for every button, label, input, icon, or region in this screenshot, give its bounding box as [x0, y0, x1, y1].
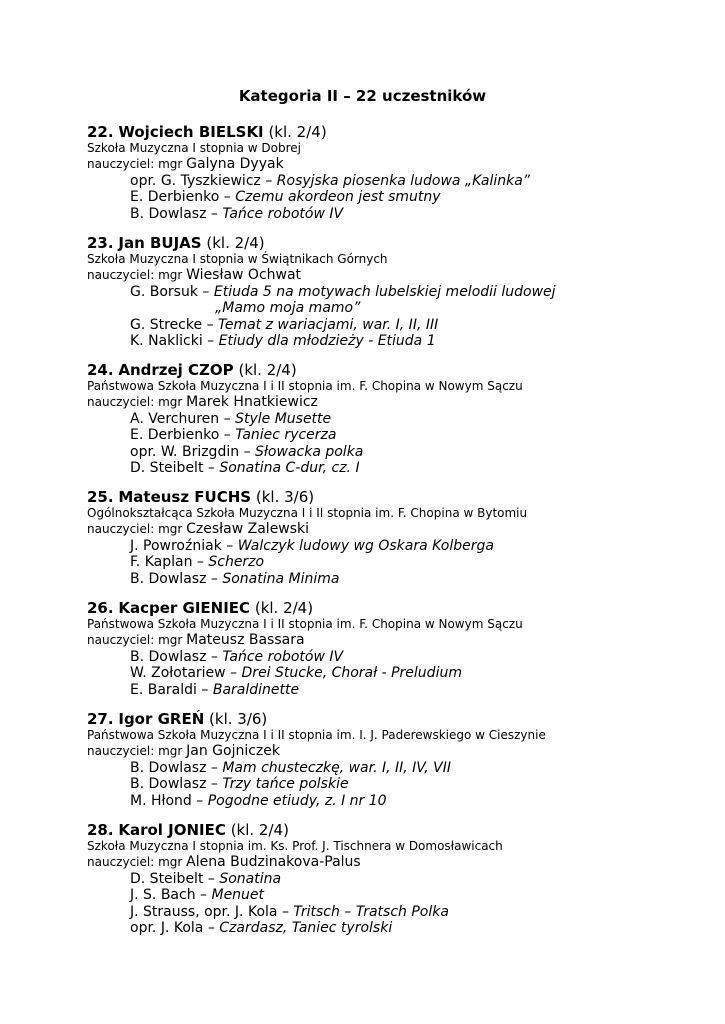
composer-name: E. Derbienko	[130, 427, 220, 444]
dash-separator: –	[243, 443, 251, 460]
participant-class: (kl. 3/6)	[209, 710, 268, 728]
participant-class: (kl. 2/4)	[254, 599, 314, 617]
piece-title: Taniec rycerza	[235, 427, 337, 444]
repertoire-item	[87, 538, 707, 554]
repertoire-item	[87, 554, 707, 570]
dash-separator: –	[196, 792, 204, 809]
repertoire-item	[87, 920, 707, 936]
dash-separator: –	[210, 570, 218, 587]
participant-name: Wojciech BIELSKI	[118, 123, 264, 141]
school-name: Państwowa Szkoła Muzyczna I i II stopnia im. F. Chopina w Nowym Sączu	[87, 379, 523, 393]
repertoire-item	[87, 665, 707, 681]
dash-separator: –	[230, 665, 238, 682]
teacher-name: Jan Gojniczek	[186, 743, 281, 759]
dash-separator: –	[223, 427, 231, 444]
teacher-prefix: nauczyciel: mgr	[87, 522, 183, 536]
piece-title: Scherzo	[208, 554, 265, 571]
category-title: Kategoria II – 22 uczestników	[238, 87, 487, 105]
piece-title: Czemu akordeon jest smutny	[235, 189, 441, 206]
teacher-line	[87, 854, 707, 871]
composer-name: K. Naklicki	[130, 333, 203, 350]
repertoire-item	[87, 571, 707, 587]
piece-title: Słowacka polka	[255, 443, 364, 460]
participant-heading	[87, 361, 707, 379]
dash-separator: –	[207, 460, 215, 477]
composer-name: D. Steibelt	[130, 871, 204, 887]
participant-entry	[87, 361, 707, 477]
participant-entry	[87, 599, 707, 698]
repertoire-item	[87, 284, 707, 317]
teacher-line	[87, 632, 707, 649]
dash-separator: –	[202, 284, 210, 300]
repertoire-item	[87, 189, 707, 205]
repertoire-item	[87, 682, 707, 698]
piece-title: Sonatina Minima	[222, 570, 340, 587]
dash-separator: –	[210, 649, 218, 665]
composer-name: opr. W. Brizgdin	[130, 443, 240, 460]
participant-number: 24.	[87, 361, 114, 379]
dash-separator: –	[206, 316, 214, 333]
dash-separator: –	[265, 173, 273, 189]
teacher-name: Galyna Dyyak	[186, 156, 284, 172]
participant-class: (kl. 2/4)	[238, 361, 297, 379]
piece-title: Temat z wariacjami, war. I, II, III	[218, 316, 439, 333]
piece-title: Rosyjska piosenka ludowa „Kalinka”	[276, 173, 531, 189]
teacher-line	[87, 156, 707, 173]
teacher-prefix: nauczyciel: mgr	[87, 157, 183, 171]
dash-separator: –	[223, 411, 231, 427]
piece-title: Sonatina C-dur, cz. I	[219, 460, 360, 477]
piece-title: Walczyk ludowy wg Oskara Kolberga	[237, 538, 494, 554]
participant-name: Jan BUJAS	[118, 234, 202, 252]
teacher-line	[87, 394, 707, 411]
dash-separator: –	[200, 887, 208, 904]
repertoire-item	[87, 444, 707, 460]
composer-name: B. Dowlasz	[130, 649, 207, 665]
participant-entry	[87, 234, 707, 350]
participant-name: Mateusz FUCHS	[118, 488, 252, 506]
composer-name: opr. G. Tyszkiewicz	[130, 173, 261, 189]
dash-separator: –	[196, 554, 204, 571]
repertoire-item	[87, 427, 707, 443]
dash-separator: –	[223, 189, 231, 206]
piece-title: Baraldinette	[212, 681, 300, 698]
teacher-name: Marek Hnatkiewicz	[186, 394, 318, 410]
school-name: Szkoła Muzyczna I stopnia im. Ks. Prof. J. Tischnera w Domosławicach	[87, 839, 503, 853]
composer-name: B. Dowlasz	[130, 205, 207, 222]
participant-heading	[87, 488, 707, 506]
piece-title: Menuet	[211, 887, 265, 904]
participant-name: Andrzej CZOP	[118, 361, 234, 379]
composer-name: B. Dowlasz	[130, 760, 207, 776]
participant-number: 25.	[87, 488, 114, 506]
teacher-name: Mateusz Bassara	[186, 632, 305, 648]
composer-name: B. Dowlasz	[130, 776, 207, 793]
teacher-prefix: nauczyciel: mgr	[87, 855, 183, 869]
piece-title: Style Musette	[235, 411, 332, 427]
dash-separator: –	[281, 903, 289, 920]
piece-title: Mam chusteczkę, war. I, II, IV, VII	[222, 760, 452, 776]
piece-title: Etiudy dla młodzieży - Etiuda 1	[218, 333, 436, 350]
participant-number: 27.	[87, 710, 114, 728]
participant-entry	[87, 488, 707, 587]
school-name: Ogólnokształcąca Szkoła Muzyczna I i II stopnia im. F. Chopina w Bytomiu	[87, 506, 528, 520]
participant-entry	[87, 123, 707, 222]
composer-name: G. Strecke	[130, 316, 203, 333]
dash-separator: –	[207, 920, 215, 937]
teacher-prefix: nauczyciel: mgr	[87, 633, 183, 647]
school-name: Państwowa Szkoła Muzyczna I i II stopnia im. F. Chopina w Nowym Sączu	[87, 617, 523, 631]
school-name: Szkoła Muzyczna I stopnia w Dobrej	[87, 141, 301, 155]
piece-title: Sonatina	[219, 871, 282, 887]
dash-separator: –	[210, 760, 218, 776]
piece-title: Tańce robotów IV	[222, 649, 344, 665]
teacher-line	[87, 521, 707, 538]
teacher-line	[87, 743, 707, 760]
participant-heading	[87, 234, 707, 252]
repertoire-item	[87, 333, 707, 349]
composer-name: J. S. Bach	[130, 887, 196, 904]
composer-name: E. Baraldi	[130, 681, 197, 698]
repertoire-item	[87, 904, 707, 920]
participant-class: (kl. 2/4)	[206, 234, 265, 252]
teacher-name: Alena Budzinakova-Palus	[186, 854, 361, 870]
composer-name: D. Steibelt	[130, 460, 204, 477]
piece-title: Pogodne etiudy, z. I nr 10	[207, 792, 387, 809]
participant-number: 28.	[87, 821, 114, 839]
participant-number: 26.	[87, 599, 114, 617]
teacher-line	[87, 267, 707, 284]
piece-title: Czardasz, Taniec tyrolski	[219, 920, 393, 937]
teacher-prefix: nauczyciel: mgr	[87, 395, 183, 409]
repertoire-item	[87, 793, 707, 809]
composer-name: B. Dowlasz	[130, 570, 207, 587]
repertoire-item	[87, 411, 707, 427]
school-name: Szkoła Muzyczna I stopnia w Świątnikach Górnych	[87, 252, 388, 266]
repertoire-item	[87, 173, 707, 189]
participant-heading	[87, 599, 707, 617]
repertoire-item	[87, 871, 707, 887]
participant-name: Igor GREŃ	[118, 710, 205, 728]
teacher-prefix: nauczyciel: mgr	[87, 268, 183, 282]
dash-separator: –	[226, 538, 234, 554]
dash-separator: –	[210, 205, 218, 222]
participant-name: Karol JONIEC	[118, 821, 226, 839]
teacher-name: Czesław Zalewski	[186, 521, 310, 537]
composer-name: opr. J. Kola	[130, 920, 204, 937]
repertoire-item	[87, 887, 707, 903]
participant-entry	[87, 821, 707, 937]
repertoire-item	[87, 776, 707, 792]
dash-separator: –	[207, 333, 215, 350]
piece-title-continuation: „Mamo moja mamo”	[215, 300, 361, 317]
participant-class: (kl. 2/4)	[230, 821, 289, 839]
repertoire-item	[87, 460, 707, 476]
participant-class: (kl. 3/6)	[255, 488, 315, 506]
participant-number: 22.	[87, 123, 114, 141]
repertoire-item	[87, 206, 707, 222]
composer-name: F. Kaplan	[130, 554, 193, 571]
repertoire-item	[87, 649, 707, 665]
composer-name: M. Hłond	[130, 792, 192, 809]
repertoire-item	[87, 317, 707, 333]
participant-name: Kacper GIENIEC	[118, 599, 251, 617]
participant-heading	[87, 821, 707, 839]
participant-heading	[87, 710, 707, 728]
composer-name: G. Borsuk	[130, 284, 198, 300]
repertoire-item	[87, 760, 707, 776]
participant-number: 23.	[87, 234, 114, 252]
composer-name: E. Derbienko	[130, 189, 220, 206]
participant-entry	[87, 710, 707, 809]
piece-title: Trzy tańce polskie	[222, 776, 349, 793]
composer-name: W. Zołotariew	[130, 665, 226, 682]
piece-title: Tańce robotów IV	[222, 205, 344, 222]
teacher-prefix: nauczyciel: mgr	[87, 744, 183, 758]
participant-heading	[87, 123, 707, 141]
piece-title: Drei Stucke, Chorał - Preludium	[241, 665, 462, 682]
piece-title: Tritsch – Tratsch Polka	[293, 903, 449, 920]
teacher-name: Wiesław Ochwat	[186, 267, 302, 283]
school-name: Państwowa Szkoła Muzyczna I i II stopnia im. I. J. Paderewskiego w Cieszynie	[87, 728, 546, 742]
piece-title: Etiuda 5 na motywach lubelskiej melodii ludowej	[213, 284, 556, 300]
composer-name: A. Verchuren	[130, 411, 220, 427]
dash-separator: –	[201, 681, 209, 698]
dash-separator: –	[207, 871, 215, 887]
composer-name: J. Powroźniak	[130, 538, 222, 554]
participant-class: (kl. 2/4)	[268, 123, 327, 141]
composer-name: J. Strauss, opr. J. Kola	[130, 903, 278, 920]
dash-separator: –	[210, 776, 218, 793]
